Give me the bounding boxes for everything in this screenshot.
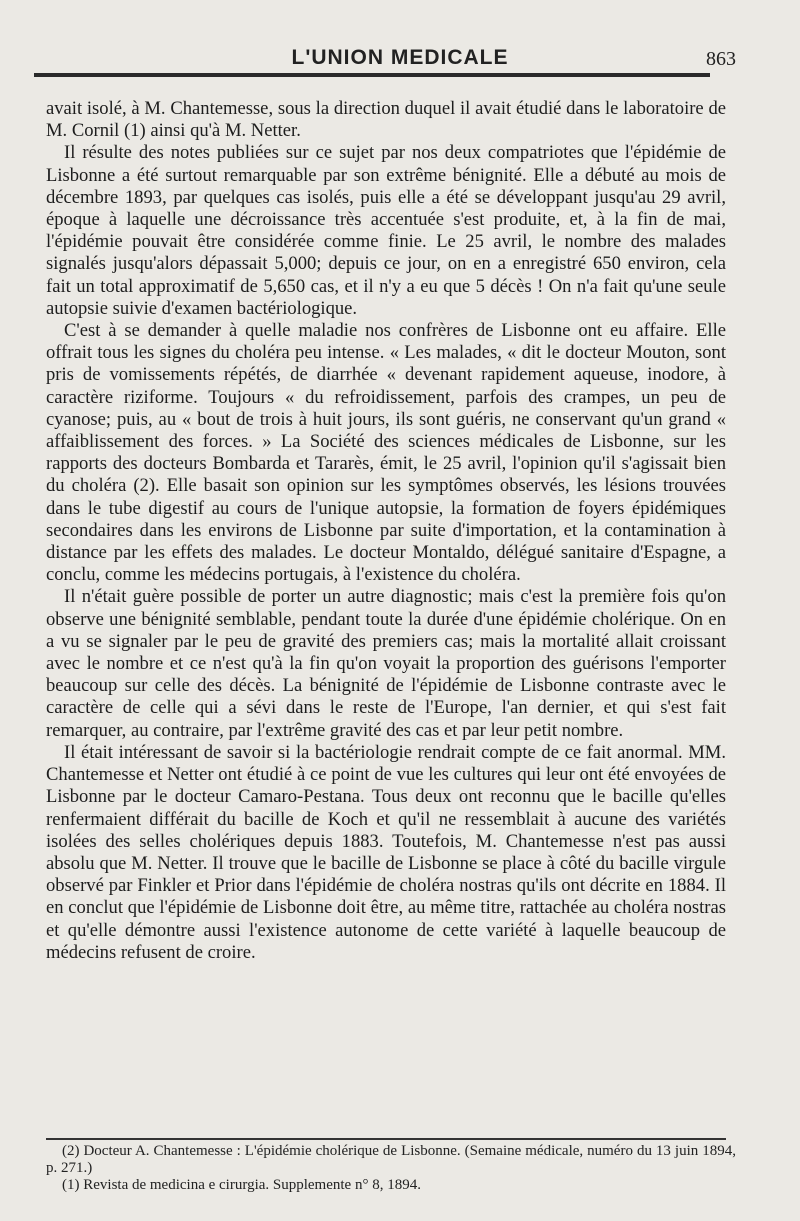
page-number: 863 [706,48,736,70]
footnote: (1) Revista de medicina e cirurgia. Supplemente n° 8, 1894. [62,1177,421,1193]
page-header [0,44,800,74]
paragraph: Il était intéressant de savoir si la bactériologie rendrait compte de ce fait anormal. MM. Chantemesse et Netter ont étudié à ce point de vue les cultures qui leur ont été envoyées de Lisbonne par le docteur Camaro-Pestana. Tous deux ont reconnu que le bacille qu'elles renfermaient différait du bacille de Koch et qu'il ne ressemblait à aucune des variétés isolées des selles cholériques depuis 1883. Toutefois, M. Chantemesse n'est pas aussi absolu que M. Netter. Il trouve que le bacille de Lisbonne se place à côté du bacille virgule observé par Finkler et Prior dans l'épidémie de choléra nostras qu'ils ont décrite en 1884. Il en conclut que l'épidémie de Lisbonne doit être, au même titre, rattachée au choléra nostras et qu'elle démontre aussi l'existence autonome de cette variété à laquelle beaucoup de médecins refusent de croire. [46,741,726,963]
paragraph: C'est à se demander à quelle maladie nos confrères de Lisbonne ont eu affaire. Elle offrait tous les signes du choléra peu intense. « Les malades, « dit le docteur Mouton, sont pris de vomissements répétés, de diarrhée « devenant rapidement aqueuse, inodore, à caractère riziforme. Toujours « du refroidissement, parfois des crampes, un peu de cyanose; puis, au « bout de trois à huit jours, ils sont guéris, ne conservant qu'un grand « affaiblissement des forces. » La Société des sciences médicales de Lisbonne, sur les rapports des docteurs Bombarda et Tararès, émit, le 25 avril, l'opinion qu'il s'agissait bien du choléra (2). Elle basait son opinion sur les symptômes observés, les lésions trouvées dans le tube digestif au cours de l'unique autopsie, la formation de foyers épidémiques secondaires dans les environs de Lisbonne par suite d'importation, et la contamination à distance par les effets des malades. Le docteur Montaldo, délégué sanitaire d'Espagne, a conclu, comme les médecins portugais, à l'existence du choléra. [46,320,726,586]
paragraph: Il résulte des notes publiées sur ce sujet par nos deux compatriotes que l'épidémie de Lisbonne a été surtout remarquable par son extrême bénignité. Elle a débuté au mois de décembre 1893, par quelques cas isolés, puis elle a été se développant jusqu'au 29 avril, époque à laquelle une décroissance très accentuée s'est produite, et, à la fin de mai, l'épidémie pouvait être considérée comme finie. Le 25 avril, le nombre des malades signalés jusqu'alors dépassait 5,000; depuis ce jour, on en a enregistré 650 environ, cela fait un total approximatif de 5,650 cas, et il n'y a eu que 5 décès ! On n'a fait qu'une seule autopsie suivie d'examen bactériologique. [46,142,726,319]
body-text [46,98,726,964]
header-rule [34,73,710,77]
paragraph: Il n'était guère possible de porter un autre diagnostic; mais c'est la première fois qu'on observe une bénignité semblable, pendant toute la durée d'une épidémie cholérique. On en a vu se signaler par le peu de gravité des premiers cas; mais la mortalité allait croissant avec le nombre et ce n'est qu'à la fin qu'on voyait la proportion des guérisons l'emporter beaucoup sur celle des décès. La bénignité de l'épidémie de Lisbonne contraste avec le caractère de celle qui a sévi dans le reste de l'Europe, l'an dernier, et qui s'est fait remarquer, au contraire, par l'extrême gravité des cas et par leur petit nombre. [46,586,726,741]
footnotes [46,1143,736,1194]
paragraph: avait isolé, à M. Chantemesse, sous la direction duquel il avait étudié dans le laboratoire de M. Cornil (1) ainsi qu'à M. Netter. [46,98,726,142]
footnote-rule [46,1138,726,1140]
running-title: L'UNION MEDICALE [291,46,509,69]
footnote: (2) Docteur A. Chantemesse : L'épidémie cholérique de Lisbonne. (Semaine médicale, numéro du 13 juin 1894, p. 271.) [46,1143,736,1176]
